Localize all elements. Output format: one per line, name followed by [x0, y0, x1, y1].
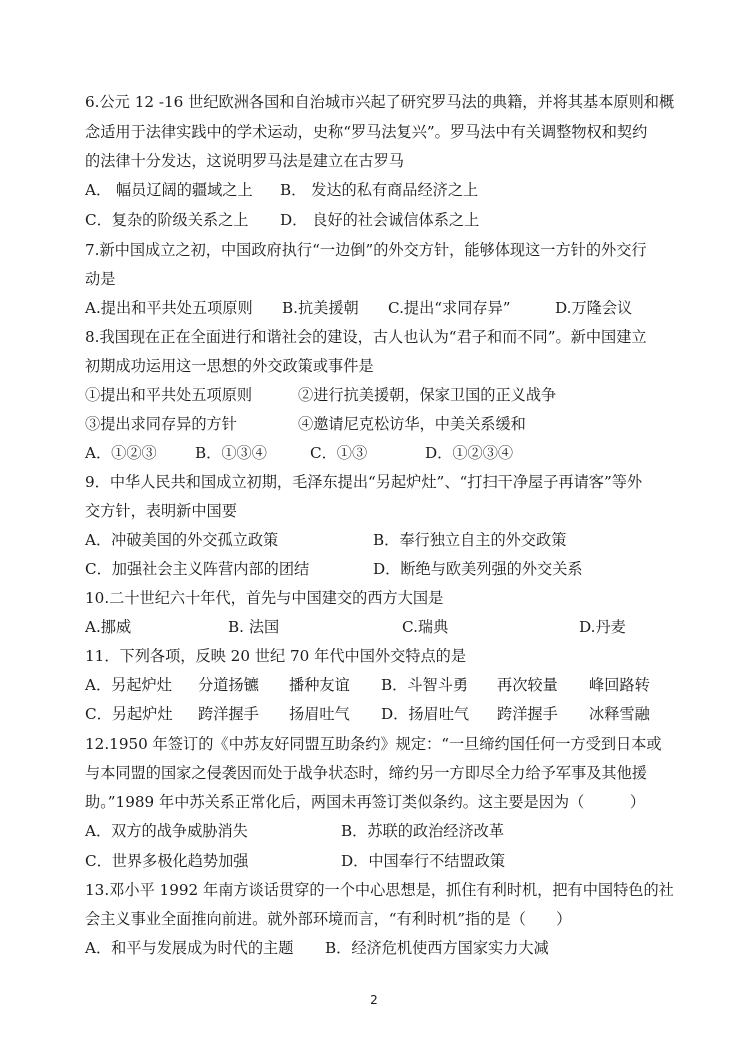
- question-8-line-2: 初期成功运用这一思想的外交政策或事件是: [85, 357, 374, 375]
- question-9-option-c: C．加强社会主义阵营内部的团结: [85, 560, 310, 578]
- question-11-option-a-term-2: 分道扬镳: [198, 676, 259, 694]
- question-6-line-2: 念适用于法律实践中的学术运动，史称“罗马法复兴”。罗马法中有关调整物权和契约: [85, 123, 648, 141]
- question-8-line-1: 8.我国现在正在全面进行和谐社会的建设，古人也认为“君子和而不同”。新中国建立: [85, 328, 647, 346]
- question-6-option-d: D． 良好的社会诚信体系之上: [280, 211, 480, 229]
- question-8-item-2: ②进行抗美援朝，保家卫国的正义战争: [298, 386, 557, 404]
- question-9-line-1: 9．中华人民共和国成立初期，毛泽东提出“另起炉灶”、“打扫干净屋子再请客”等外: [85, 473, 643, 491]
- question-12-option-a: A．双方的战争威胁消失: [85, 822, 248, 840]
- question-7-line-2: 动是: [85, 270, 116, 288]
- question-7-line-1: 7.新中国成立之初，中国政府执行“一边倒”的外交方针，能够体现这一方针的外交行: [85, 241, 647, 259]
- question-8-item-3: ③提出求同存异的方针: [85, 415, 237, 433]
- question-13-option-b: B．经济危机使西方国家实力大减: [325, 939, 549, 957]
- question-13-option-a: A．和平与发展成为时代的主题: [85, 939, 294, 957]
- question-11-option-d-term-2: 跨洋握手: [497, 705, 558, 723]
- question-11-option-a: A．另起炉灶: [85, 676, 172, 694]
- question-9-option-b: B．奉行独立自主的外交政策: [373, 531, 567, 549]
- question-13-line-1: 13.邓小平 1992 年南方谈话贯穿的一个中心思想是，抓住有利时机，把有中国特色的社: [85, 881, 674, 899]
- question-12-option-c: C．世界多极化趋势加强: [85, 852, 249, 870]
- question-9-option-a: A．冲破美国的外交孤立政策: [85, 531, 279, 549]
- question-8-option-b: B．①③④: [195, 444, 267, 462]
- question-7-option-c: C.提出“求同存异”: [388, 299, 511, 317]
- question-7-option-a: A.提出和平共处五项原则: [85, 299, 253, 317]
- question-11-option-a-term-3: 播种友谊: [289, 676, 350, 694]
- question-7-option-b: B.抗美援朝: [282, 299, 359, 317]
- question-9-line-2: 交方针，表明新中国要: [85, 502, 237, 520]
- question-12-option-d: D．中国奉行不结盟政策: [341, 852, 506, 870]
- question-11-option-c-term-2: 跨洋握手: [198, 705, 259, 723]
- question-13-line-2: 会主义事业全面推向前进。就外部环境而言，“有利时机”指的是（ ）: [85, 910, 572, 928]
- question-9-option-d: D．断绝与欧美列强的外交关系: [373, 560, 583, 578]
- question-6-option-a: A． 幅员辽阔的疆域之上: [85, 181, 253, 199]
- question-12-line-2: 与本同盟的国家之侵袭因而处于战争状态时，缔约另一方即尽全力给予军事及其他援: [85, 764, 647, 782]
- question-8-item-4: ④邀请尼克松访华，中美关系缓和: [298, 415, 526, 433]
- page-number: 2: [370, 993, 378, 1007]
- question-8-option-d: D．①②③④: [425, 444, 514, 462]
- question-11-option-b: B．斗智斗勇: [381, 676, 469, 694]
- question-12-line-3: 助。”1989 年中苏关系正常化后，两国未再签订类似条约。这主要是因为（ ）: [85, 793, 646, 811]
- question-10-option-c: C.瑞典: [402, 618, 449, 636]
- question-6-line-3: 的法律十分发达，这说明罗马法是建立在古罗马: [85, 152, 404, 170]
- question-6-option-b: B． 发达的私有商品经济之上: [280, 181, 479, 199]
- question-12-line-1: 12.1950 年签订的《中苏友好同盟互助条约》规定：“一旦缔约国任何一方受到日本或: [85, 735, 662, 753]
- question-8-option-c: C．①③: [310, 444, 368, 462]
- question-10-option-a: A.挪威: [85, 618, 132, 636]
- question-10-option-b: B. 法国: [228, 618, 280, 636]
- question-11-option-d: D．扬眉吐气: [381, 705, 470, 723]
- question-8-option-a: A．①②③: [85, 444, 157, 462]
- question-11-option-b-term-3: 峰回路转: [589, 676, 650, 694]
- question-10-option-d: D.丹麦: [579, 618, 626, 636]
- question-11-option-c-term-3: 扬眉吐气: [289, 705, 350, 723]
- question-6-line-1: 6.公元 12 -16 世纪欧洲各国和自治城市兴起了研究罗马法的典籍，并将其基本原则和概: [85, 93, 675, 111]
- question-11-option-d-term-3: 冰释雪融: [589, 705, 650, 723]
- question-6-option-c: C．复杂的阶级关系之上: [85, 211, 249, 229]
- question-11-line-1: 11．下列各项，反映 20 世纪 70 年代中国外交特点的是: [85, 647, 467, 665]
- question-10-line-1: 10.二十世纪六十年代，首先与中国建交的西方大国是: [85, 589, 444, 607]
- question-12-option-b: B．苏联的政治经济改革: [341, 822, 505, 840]
- question-8-item-1: ①提出和平共处五项原则: [85, 386, 253, 404]
- question-11-option-c: C．另起炉灶: [85, 705, 173, 723]
- question-7-option-d: D.万隆会议: [555, 299, 633, 317]
- question-11-option-b-term-2: 再次较量: [497, 676, 558, 694]
